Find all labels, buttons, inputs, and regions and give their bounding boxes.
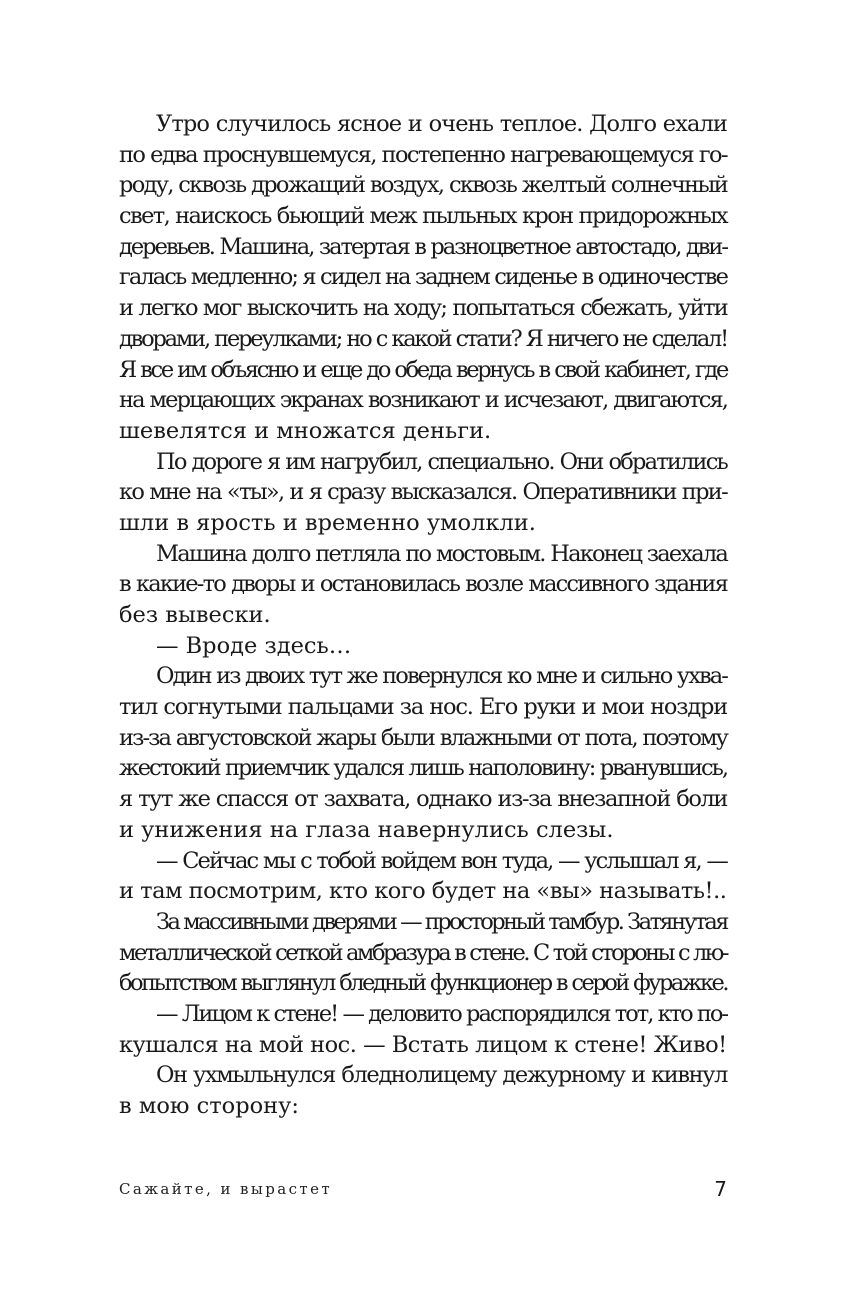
text-line: — Вроде здесь… [156,632,352,659]
text-line: металлической сеткой амбразура в стене. С той стороны с лю- [119,939,727,966]
text-line: бопытством выглянул бледный функционер в серой фуражке. [119,970,727,997]
text-line: Он ухмыльнулся бледнолицему дежурному и кивнул [156,1062,727,1089]
text-line: Один из двоих тут же повернулся ко мне и сильно ухва- [156,663,727,690]
text-line: без вывески. [119,602,271,628]
text-line: За массивными дверями — просторный тамбур. Затянутая [156,908,727,935]
text-line: по едва проснувшемуся, постепенно нагревающемуся го- [119,141,727,168]
text-line: и там посмотрим, кто кого будет на «вы» называть!.. [119,878,727,905]
text-line: в мою сторону: [119,1093,299,1119]
page-footer [119,1174,727,1204]
text-line: я тут же спасся от захвата, однако из-за внезапной боли [119,786,727,813]
text-line: жестокий приемчик удался лишь наполовину: рванувшись, [119,755,727,782]
text-line: деревьев. Машина, затертая в разноцветное автостадо, дви- [119,233,727,260]
running-title: Сажайте, и вырастет [119,1180,333,1198]
text-line: шли в ярость и временно умолкли. [119,509,536,536]
text-line: и легко мог выскочить на ходу; попытаться сбежать, уйти [119,295,727,322]
text-line: Я все им объясню и еще до обеда вернусь в свой кабинет, где [119,356,727,383]
text-line: По дороге я им нагрубил, специально. Они обратились [156,448,727,475]
text-line: — Лицом к стене! — деловито распорядился тот, кто по- [156,1000,727,1027]
text-line: в какие-то дворы и остановилась возле массивного здания [119,571,727,598]
text-line: дворами, переулками; но с какой стати? Я ничего не сделал! [119,325,727,352]
text-line: ко мне на «ты», и я сразу высказался. Оперативники при- [119,479,727,506]
text-line: на мерцающих экранах возникают и исчезают, двигаются, [119,387,727,414]
text-line: — Сейчас мы с тобой войдем вон туда, — услышал я, — [156,847,727,874]
text-line: роду, сквозь дрожащий воздух, сквозь желтый солнечный [119,172,727,199]
text-line: и унижения на глаза навернулись слезы. [119,816,614,843]
page-number: 7 [714,1177,727,1201]
text-line: кушался на мой нос. — Встать лицом к стене! Живо! [119,1031,727,1058]
text-line: Машина долго петляла по мостовым. Наконец заехала [156,540,727,567]
text-line: тил согнутыми пальцами за нос. Его руки и мои ноздри [119,694,727,721]
text-line: шевелятся и множатся деньги. [119,417,492,444]
body-text [119,109,727,1122]
text-line: галась медленно; я сидел на заднем сиденье в одиночестве [119,264,727,291]
text-line: из-за августовской жары были влажными от пота, поэтому [119,724,727,751]
text-line: свет, наискось бьющий меж пыльных крон придорожных [119,203,727,230]
text-line: Утро случилось ясное и очень теплое. Долго ехали [156,111,727,137]
